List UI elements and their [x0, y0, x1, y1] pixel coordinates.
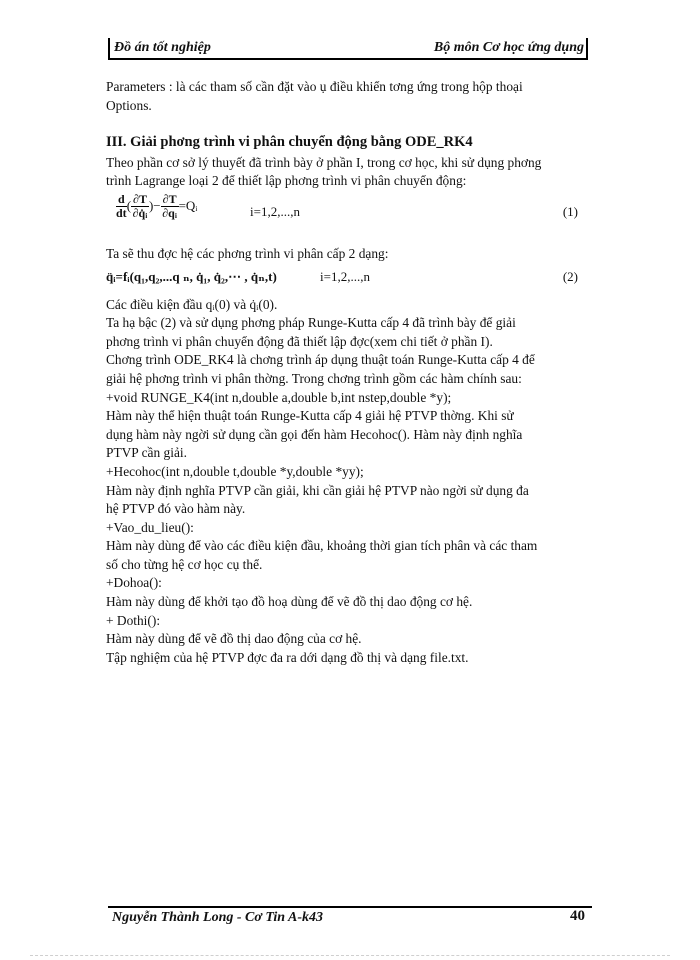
fraction-dT-dq: $\frac{\partial T}{\text{∂qᵢ}}$: [162, 191, 177, 220]
paragraph-line: Ta hạ bậc (2) và sử dụng phơng pháp Runge-Kutta cấp 4 đã trình bày để giải: [106, 315, 516, 331]
equation-number: (1): [562, 203, 578, 219]
page-number: 40: [570, 908, 585, 924]
paragraph-line: Hàm này dùng để khởi tạo đồ hoạ dùng để vẽ đồ thị dao động cơ hệ.: [106, 594, 473, 610]
paragraph-line: Theo phần cơ sở lý thuyết đã trình bày ở phần I, trong cơ học, khi sử dụng phơng: [106, 154, 542, 170]
paragraph-line: phơng trình vi phân chuyển động đã thiết lập đợc(xem chi tiết ở phần I).: [106, 333, 493, 349]
intro-line: Options.: [106, 97, 152, 113]
paragraph-line: dụng hàm này ngời sử dụng cần gọi đến hàm Hecohoc(). Hàm này định nghĩa: [106, 426, 523, 442]
code-line: +Dohoa():: [106, 575, 162, 591]
page-header: [108, 38, 588, 60]
equation-range: i=1,2,...,n: [320, 268, 370, 284]
paragraph-line: Hàm này thể hiện thuật toán Runge-Kutta cấp 4 giải hệ PTVP thờng. Khi sử: [106, 408, 514, 424]
paragraph-line: Hàm này dùng để vào các điều kiện đầu, khoảng thời gian tích phân và các tham: [106, 538, 538, 554]
code-line: + Dothi():: [106, 612, 161, 628]
header-frame-right: [586, 38, 588, 58]
paragraph-line: Ta sẽ thu đợc hệ các phơng trình vi phân cấp 2 dạng:: [106, 245, 389, 261]
paragraph-line: số cho từng hệ cơ học cụ thể.: [106, 556, 263, 572]
equation-range: i=1,2,...,n: [250, 203, 300, 219]
footer-rule: [108, 906, 592, 908]
fraction-d-dt: $\frac{d}{dt}$: [116, 191, 127, 220]
paragraph-line: trình Lagrange loại 2 để thiết lập phơng trình vi phân chuyển động:: [106, 173, 467, 189]
page-body: [106, 78, 596, 667]
paragraph-line: Hàm này dùng để vẽ đồ thị dao động của cơ hệ.: [106, 631, 362, 647]
paragraph-line: giải hệ phơng trình vi phân thờng. Trong chơng trình gồm các hàm chính sau:: [106, 370, 522, 386]
paragraph-line: PTVP cần giải.: [106, 445, 187, 461]
fraction-dT-dqdot: $\frac{\partial T}{\text{∂q̇ᵢ}}$: [132, 191, 148, 220]
section-heading: III. Giải phơng trình vi phân chuyển động bằng ODE_RK4: [106, 134, 473, 151]
paragraph-line: Hàm này định nghĩa PTVP cần giải, khi cần giải hệ PTVP nào ngời sử dụng đa: [106, 482, 529, 498]
equation-1: $\frac{d}{dt}$ ( $\frac{\partial T}{\text{∂q̇ᵢ}}$ )− $\frac{\partial T}{\text{∂qᵢ}}$ =Qᵢ i=1,2,...,n (1): [116, 191, 578, 220]
page-break-line: [30, 955, 670, 956]
intro-line: Parameters : là các tham số cần đặt vào ụ điều khiển tơng ứng trong hộp thoại: [106, 79, 523, 94]
paragraph-line: Các điều kiện đầu qᵢ(0) và q̇ᵢ(0).: [106, 296, 278, 312]
equation-lhs: q̈ᵢ=fᵢ(q₁,q₂,...q ₙ, q̇₁, q̇₂,⋯ , q̇ₙ,t): [106, 268, 277, 284]
paragraph-line: hệ PTVP đó vào hàm này.: [106, 501, 246, 517]
footer-author: Nguyễn Thành Long - Cơ Tin A-k43: [112, 910, 324, 925]
header-frame-left: [108, 38, 110, 58]
code-line: +Hecohoc(int n,double t,double *y,double *yy);: [106, 463, 364, 479]
code-line: +void RUNGE_K4(int n,double a,double b,int nstep,double *y);: [106, 389, 452, 405]
code-line: +Vao_du_lieu():: [106, 519, 194, 535]
equation-2: [106, 266, 596, 290]
equation-number: (2): [562, 268, 578, 284]
equation-rhs: =Qᵢ: [178, 198, 198, 214]
paragraph-line: Chơng trình ODE_RK4 là chơng trình áp dụng thuật toán Runge-Kutta cấp 4 để: [106, 352, 535, 368]
header-left-title: Đồ án tốt nghiệp: [114, 40, 211, 55]
paragraph-line: Tập nghiệm của hệ PTVP đợc đa ra dới dạng đồ thị và dạng file.txt.: [106, 649, 469, 665]
header-right-title: Bộ môn Cơ học ứng dụng: [433, 40, 584, 55]
